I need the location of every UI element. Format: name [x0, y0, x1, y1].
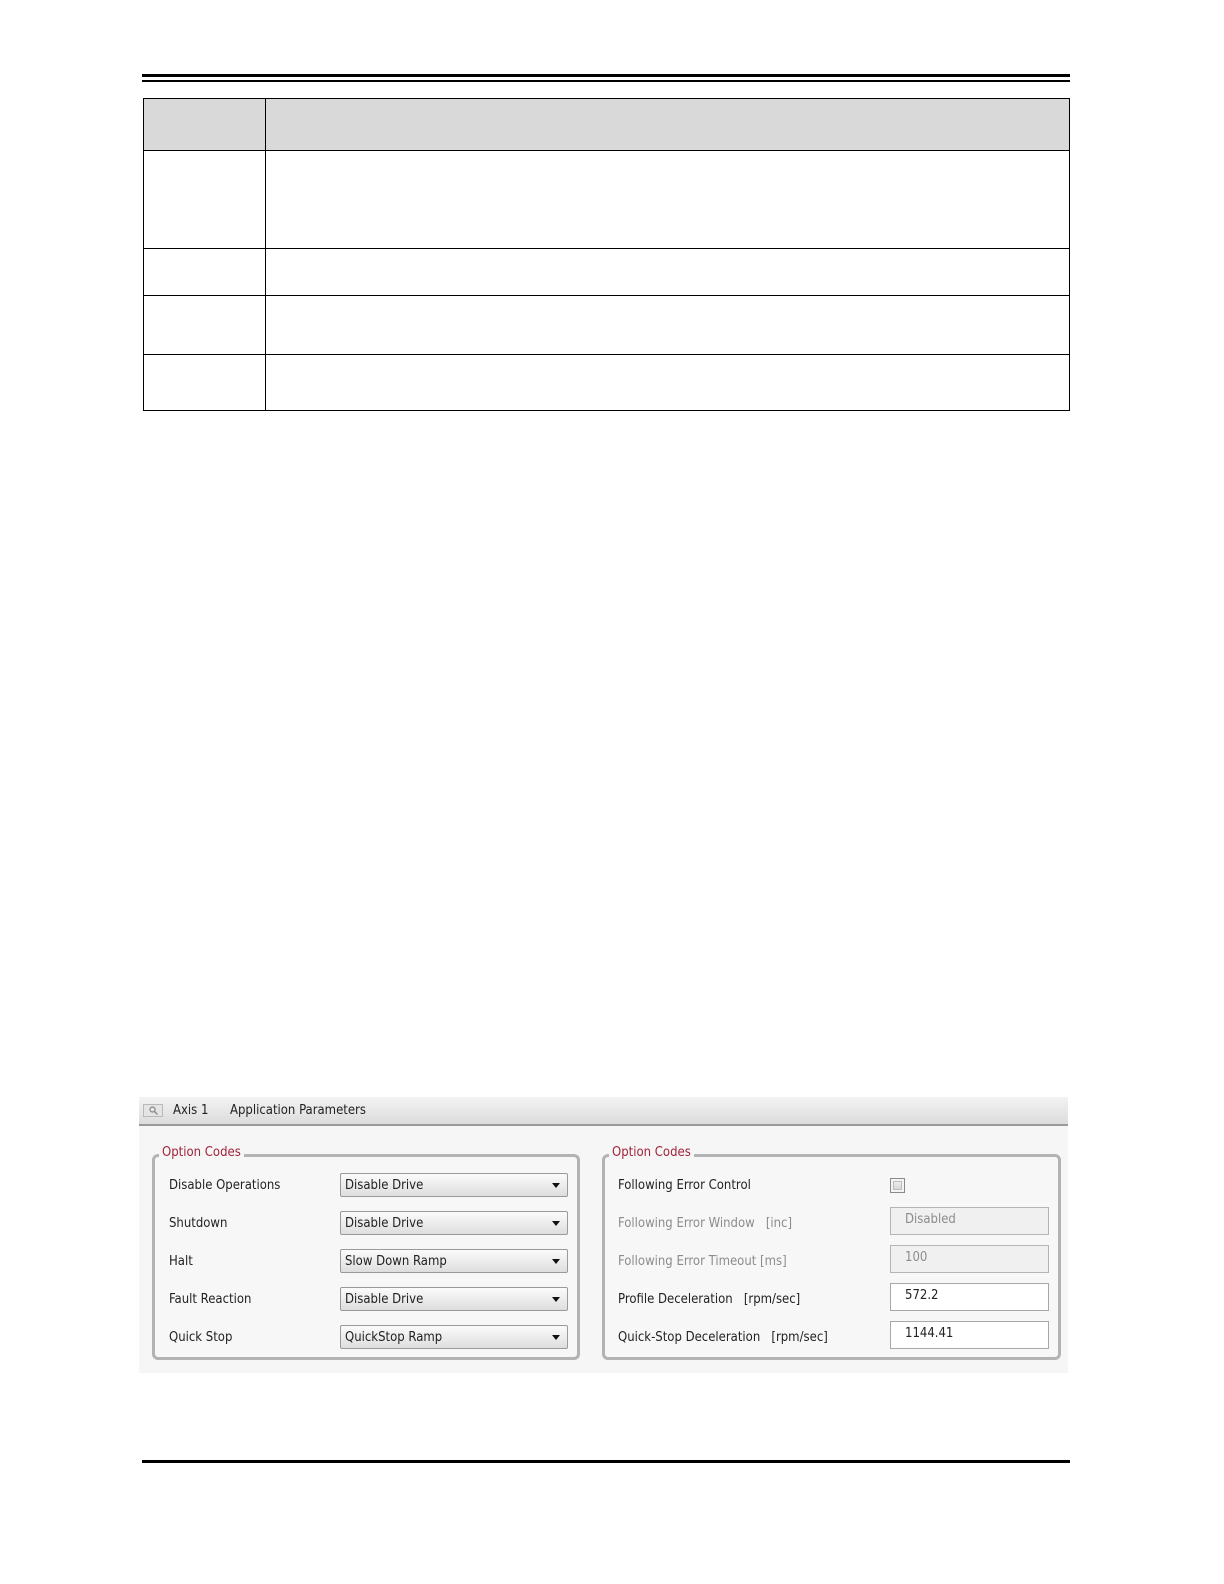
chevron-down-icon — [552, 1297, 560, 1302]
fault-reaction-select[interactable] — [340, 1287, 568, 1311]
table-header-cell — [266, 99, 1070, 151]
chevron-down-icon — [552, 1335, 560, 1340]
quickstop-deceleration-input[interactable] — [890, 1321, 1049, 1349]
table-cell — [144, 296, 266, 355]
footer-rule — [142, 1460, 1070, 1463]
panel-titlebar — [139, 1097, 1068, 1126]
following-error-timeout-label: Following Error Timeout [ms] — [618, 1254, 787, 1269]
option-codes-group-right — [602, 1145, 1061, 1360]
following-error-control-label: Following Error Control — [618, 1178, 751, 1193]
field-value: 572.2 — [905, 1288, 939, 1303]
table-header-cell — [144, 99, 266, 151]
table-row — [144, 151, 1070, 249]
chevron-down-icon — [552, 1183, 560, 1188]
chevron-down-icon — [552, 1221, 560, 1226]
group-legend: Option Codes — [609, 1145, 694, 1160]
application-parameters-panel — [139, 1097, 1068, 1373]
quick-stop-select[interactable] — [340, 1325, 568, 1349]
chevron-down-icon — [552, 1259, 560, 1264]
field-value: 100 — [905, 1250, 928, 1265]
table-cell — [266, 296, 1070, 355]
following-error-control-checkbox[interactable] — [890, 1178, 905, 1193]
header-rule-thick — [142, 74, 1070, 77]
quickstop-deceleration-label: Quick-Stop Deceleration [rpm/sec] — [618, 1330, 828, 1345]
table-cell — [144, 355, 266, 411]
disable-operations-label: Disable Operations — [169, 1178, 281, 1193]
table-row — [144, 355, 1070, 411]
table-cell — [266, 355, 1070, 411]
table-header-row — [144, 99, 1070, 151]
shutdown-label: Shutdown — [169, 1216, 228, 1231]
table-row — [144, 296, 1070, 355]
select-value: QuickStop Ramp — [345, 1330, 443, 1345]
table-row — [144, 249, 1070, 296]
group-legend: Option Codes — [159, 1145, 244, 1160]
section-title: Application Parameters — [230, 1103, 366, 1118]
profile-deceleration-label: Profile Deceleration [rpm/sec] — [618, 1292, 801, 1307]
select-value: Disable Drive — [345, 1292, 424, 1307]
table-cell — [144, 151, 266, 249]
document-table — [143, 98, 1070, 411]
select-value: Slow Down Ramp — [345, 1254, 447, 1269]
following-error-window-field — [890, 1207, 1049, 1235]
search-icon[interactable] — [143, 1104, 163, 1117]
field-value: 1144.41 — [905, 1326, 954, 1341]
table-cell — [266, 151, 1070, 249]
field-value: Disabled — [905, 1212, 956, 1227]
axis-title: Axis 1 — [173, 1103, 209, 1118]
header-rule-thin — [142, 80, 1070, 82]
option-codes-group-left — [152, 1145, 580, 1360]
quick-stop-label: Quick Stop — [169, 1330, 233, 1345]
following-error-timeout-field — [890, 1245, 1049, 1273]
table-cell — [266, 249, 1070, 296]
halt-label: Halt — [169, 1254, 193, 1269]
profile-deceleration-input[interactable] — [890, 1283, 1049, 1311]
select-value: Disable Drive — [345, 1216, 424, 1231]
disable-operations-select[interactable] — [340, 1173, 568, 1197]
shutdown-select[interactable] — [340, 1211, 568, 1235]
fault-reaction-label: Fault Reaction — [169, 1292, 252, 1307]
following-error-window-label: Following Error Window [inc] — [618, 1216, 793, 1231]
halt-select[interactable] — [340, 1249, 568, 1273]
select-value: Disable Drive — [345, 1178, 424, 1193]
table-cell — [144, 249, 266, 296]
